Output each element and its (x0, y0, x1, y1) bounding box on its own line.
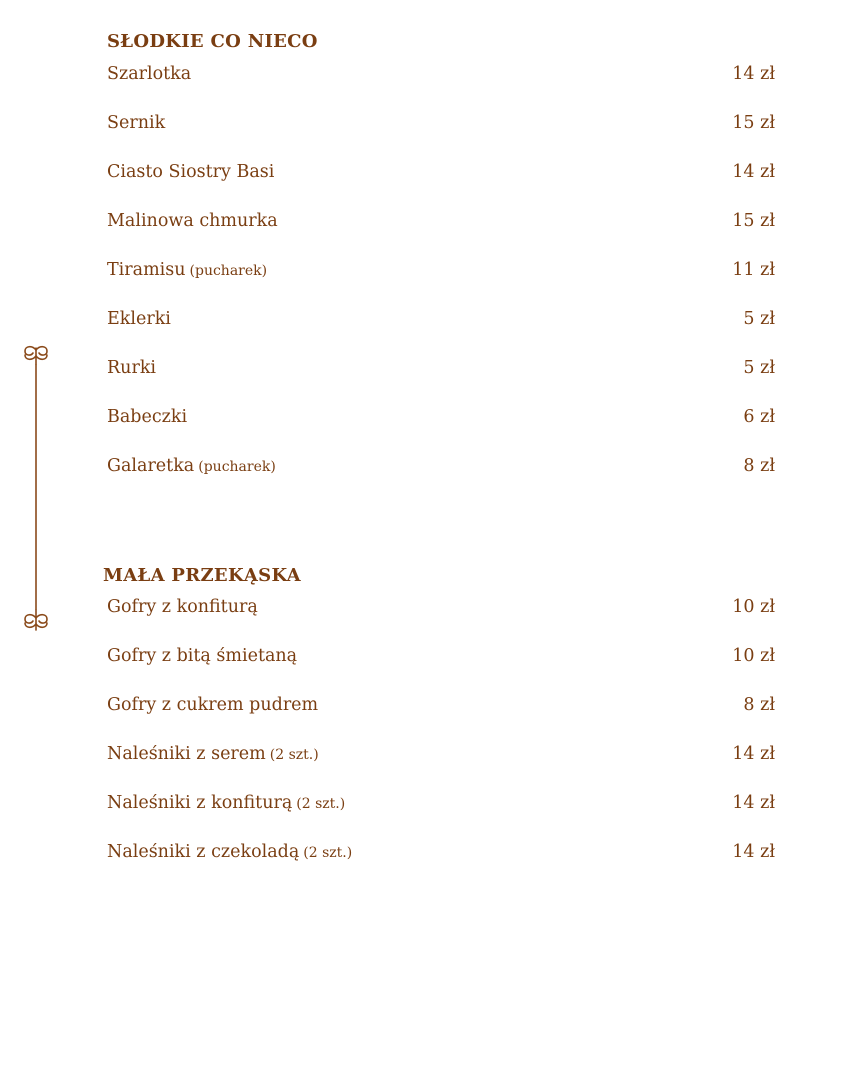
menu-item-name-wrap (107, 743, 319, 766)
menu-item-name-wrap (107, 112, 165, 134)
menu-item-row (107, 841, 775, 890)
menu-item-price: 14 zł (732, 744, 775, 764)
menu-item-price: 5 zł (743, 309, 775, 329)
menu-item-note: (2 szt.) (269, 747, 319, 763)
menu-item-price: 15 zł (732, 113, 775, 133)
menu-item-name: Gofry z bitą śmietaną (107, 646, 298, 666)
menu-item-price: 8 zł (743, 695, 775, 715)
menu-item-name: Gofry z konfiturą (107, 597, 258, 617)
menu-item-name-wrap (107, 792, 345, 815)
section-title-przekaska: MAŁA PRZEKĄSKA (103, 565, 301, 586)
menu-item-name-wrap (107, 161, 274, 183)
menu-item-row (107, 406, 775, 455)
menu-item-price: 14 zł (732, 793, 775, 813)
menu-item-note: (pucharek) (198, 459, 276, 475)
menu-item-price: 10 zł (732, 646, 775, 666)
menu-item-name-wrap (107, 357, 156, 379)
menu-item-name-wrap (107, 455, 276, 478)
menu-item-name: Babeczki (107, 407, 188, 427)
menu-item-name: Naleśniki z czekoladą (107, 842, 300, 862)
menu-item-row (107, 455, 775, 504)
menu-item-name-wrap (107, 645, 297, 667)
menu-item-price: 14 zł (732, 162, 775, 182)
menu-item-name-wrap (107, 596, 258, 618)
menu-item-price: 14 zł (732, 842, 775, 862)
menu-item-note: (pucharek) (189, 263, 268, 279)
scroll-ornament-icon (21, 344, 51, 634)
menu-item-row (107, 112, 775, 161)
menu-item-name: Tiramisu (107, 260, 186, 280)
menu-item-price: 11 zł (732, 260, 775, 280)
menu-item-row (107, 743, 775, 792)
menu-item-row (107, 694, 775, 743)
menu-list-slodkie (107, 63, 775, 504)
menu-item-name-wrap (107, 210, 278, 232)
menu-list-przekaska (107, 596, 775, 890)
menu-item-name: Rurki (107, 358, 157, 378)
menu-item-name-wrap (107, 259, 267, 282)
menu-item-row (107, 161, 775, 210)
menu-item-row (107, 210, 775, 259)
menu-item-row (107, 63, 775, 112)
menu-item-price: 5 zł (743, 358, 775, 378)
menu-item-name-wrap (107, 63, 191, 85)
menu-item-row (107, 645, 775, 694)
menu-item-name: Naleśniki z konfiturą (107, 793, 293, 813)
menu-item-row (107, 596, 775, 645)
menu-item-name: Eklerki (107, 309, 171, 329)
menu-item-price: 10 zł (732, 597, 775, 617)
menu-item-name: Sernik (107, 113, 166, 133)
menu-item-row (107, 792, 775, 841)
menu-item-name-wrap (107, 308, 171, 330)
menu-item-name: Malinowa chmurka (107, 211, 278, 231)
menu-item-name: Galaretka (107, 456, 195, 476)
menu-item-name: Naleśniki z serem (107, 744, 266, 764)
menu-item-name-wrap (107, 694, 318, 716)
menu-item-name-wrap (107, 841, 352, 864)
menu-item-price: 6 zł (743, 407, 775, 427)
menu-item-price: 8 zł (743, 456, 775, 476)
section-title-slodkie: SŁODKIE CO NIECO (107, 31, 318, 52)
menu-item-name: Gofry z cukrem pudrem (107, 695, 319, 715)
menu-item-name: Szarlotka (107, 64, 192, 84)
menu-item-price: 14 zł (732, 64, 775, 84)
menu-item-row (107, 357, 775, 406)
menu-item-name-wrap (107, 406, 187, 428)
menu-item-note: (2 szt.) (296, 796, 346, 812)
menu-item-row (107, 308, 775, 357)
menu-item-note: (2 szt.) (303, 845, 353, 861)
menu-item-name: Ciasto Siostry Basi (107, 162, 275, 182)
menu-item-price: 15 zł (732, 211, 775, 231)
menu-item-row (107, 259, 775, 308)
